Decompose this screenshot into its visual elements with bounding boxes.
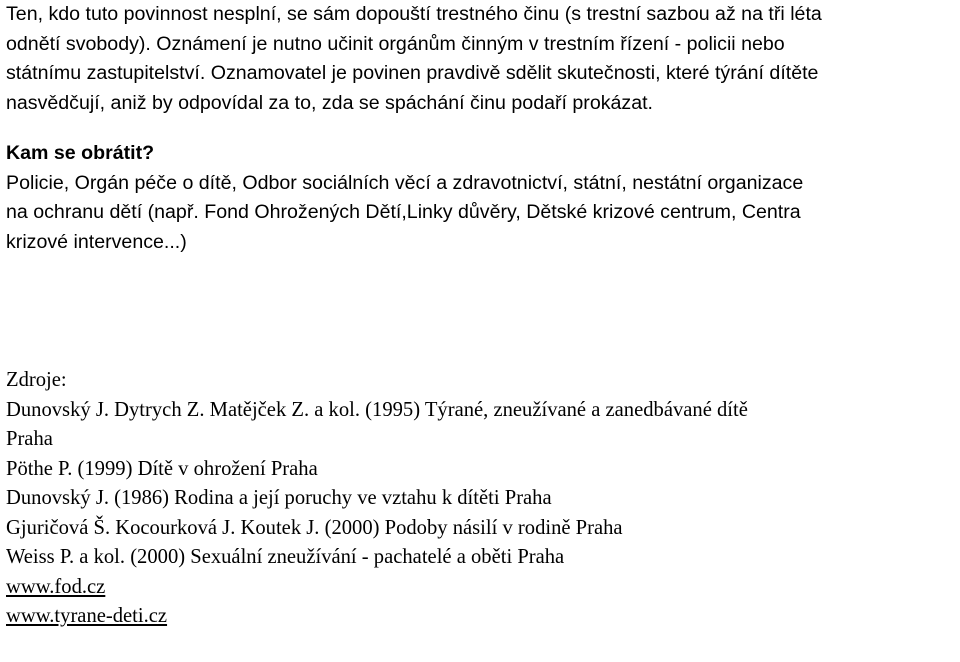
contacts-line-3: krizové intervence...): [6, 230, 187, 253]
link-tyrane-deti[interactable]: www.tyrane-deti.cz: [6, 605, 168, 627]
spacer: [6, 257, 958, 366]
intro-line-1: Ten, kdo tuto povinnost nesplní, se sám dopouští trestného činu (s trestní sazbou až na tři léta: [6, 3, 822, 25]
sources-section: [6, 366, 958, 632]
intro-line-3: státnímu zastupitelství. Oznamovatel je povinen pravdivě sdělit skutečnosti, které týrání dítěte: [6, 62, 819, 84]
reference-item: Weiss P. a kol. (2000) Sexuální zneužívání - pachatelé a oběti Praha: [6, 546, 565, 568]
intro-line-2: odnětí svobody). Oznámení je nutno učinit orgánům činným v trestním řízení - policii nebo: [6, 32, 785, 55]
contacts-line-2: na ochranu dětí (např. Fond Ohrožených Dětí,Linky důvěry, Dětské krizové centrum, Centra: [6, 201, 801, 223]
contacts-section: [6, 139, 958, 257]
link-fod[interactable]: www.fod.cz: [6, 575, 106, 598]
reference-item: Gjuričová Š. Kocourková J. Koutek J. (2000) Podoby násilí v rodině Praha: [6, 516, 623, 539]
contacts-heading: Kam se obrátit?: [6, 142, 155, 164]
contacts-line-1: Policie, Orgán péče o dítě, Odbor sociálních věcí a zdravotnictví, státní, nestátní organizace: [6, 171, 804, 194]
intro-line-4: nasvědčují, aniž by odpovídal za to, zda se spáchání činu podaří prokázat.: [6, 91, 653, 114]
reference-item: Dunovský J. (1986) Rodina a její poruchy ve vztahu k dítěti Praha: [6, 487, 552, 509]
reference-item: Dunovský J. Dytrych Z. Matějček Z. a kol. (1995) Týrané, zneužívané a zanedbávané dítě: [6, 398, 748, 421]
spacer: [6, 118, 958, 139]
intro-paragraph: [6, 0, 958, 118]
reference-item: Praha: [6, 428, 53, 450]
sources-heading: Zdroje:: [6, 369, 67, 391]
document-page: [6, 0, 958, 632]
reference-item: Pöthe P. (1999) Dítě v ohrožení Praha: [6, 457, 318, 480]
